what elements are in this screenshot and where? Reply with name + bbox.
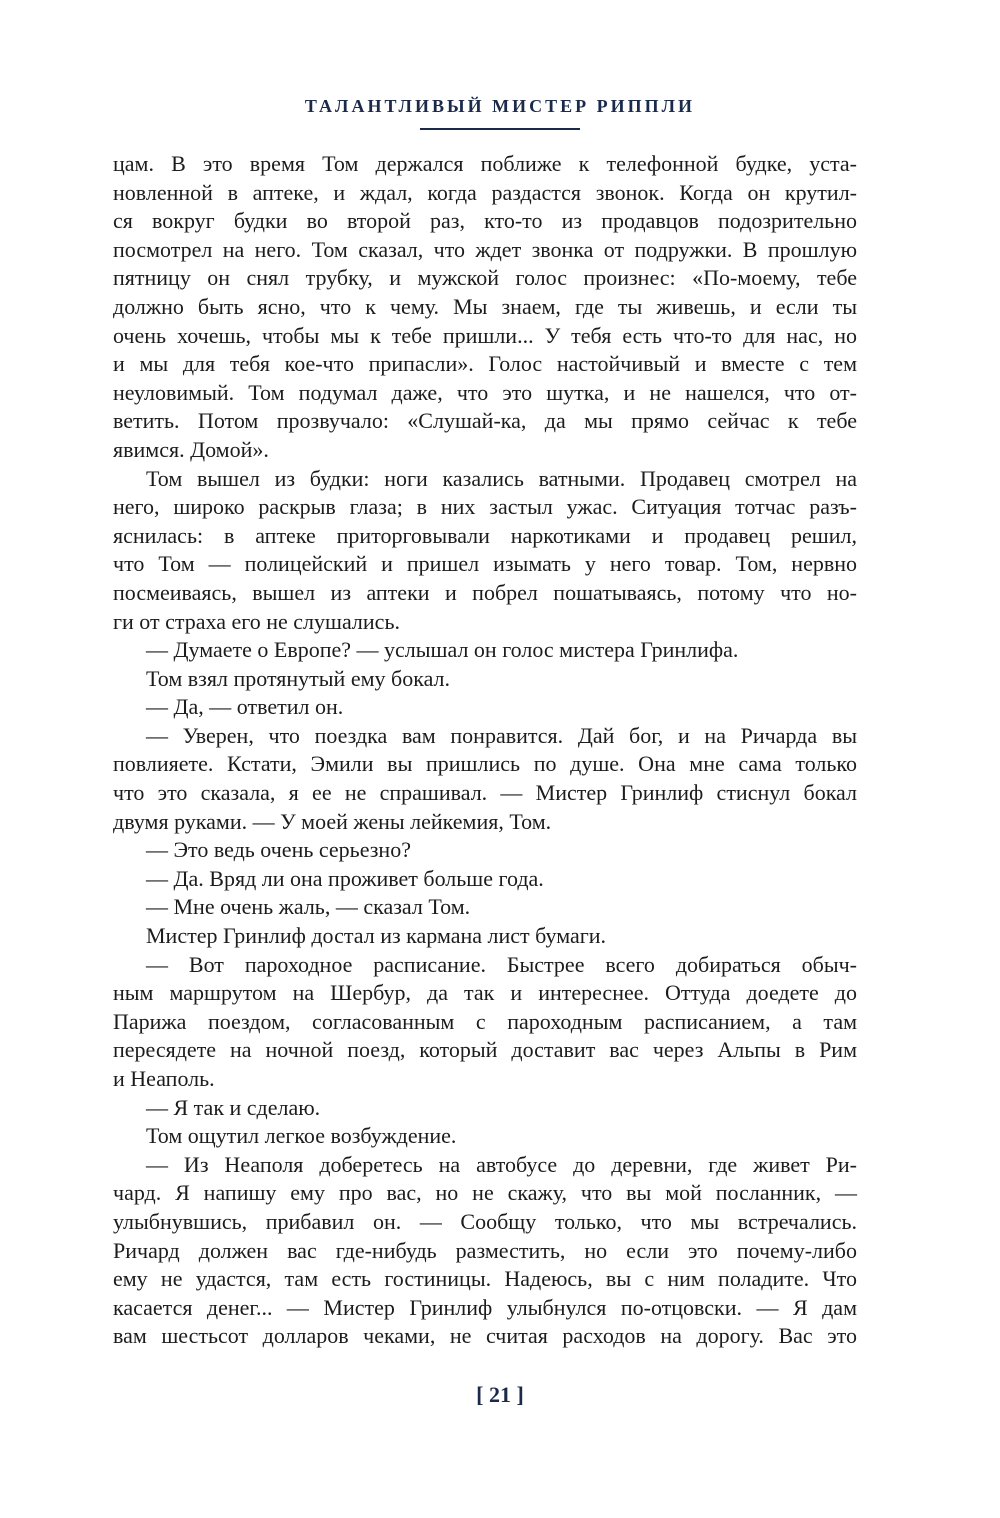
text-line: Том ощутил легкое возбуждение. (146, 1123, 457, 1149)
text-line: должно быть ясно, что к чему. Мы знаем, где ты живешь, и если ты (113, 293, 857, 319)
text-line: ся вокруг будки во второй раз, кто-то из продавцов подозрительно (113, 208, 857, 234)
text-line: яснилась: в аптеке приторговывали наркотиками и продавец решил, (113, 522, 857, 548)
text-line: посмеиваясь, вышел из аптеки и побрел пошатываясь, потому что но- (113, 579, 857, 605)
text-line: улыбнувшись, прибавил он. — Сообщу только, что мы встречались. (113, 1208, 857, 1234)
text-line: посмотрел на него. Том сказал, что ждет звонка от подружки. В прошлую (113, 236, 857, 262)
text-line: что Том — полицейский и пришел изымать у него товар. Том, нервно (113, 551, 857, 577)
text-line: явимся. Домой». (113, 436, 269, 462)
text-line: пересядете на ночной поезд, который доставит вас через Альпы в Рим (113, 1037, 857, 1063)
text-line: ги от страха его не слушались. (113, 608, 400, 634)
text-line: двумя руками. — У моей жены лейкемия, Том. (113, 808, 552, 834)
text-line: ему не удастся, там есть гостиницы. Надеюсь, вы с ним поладите. Что (113, 1266, 857, 1292)
text-line: что это сказала, я ее не спрашивал. — Мистер Гринлиф стиснул бокал (113, 780, 857, 806)
text-line: цам. В это время Том держался поближе к телефонной будке, уста- (113, 151, 857, 176)
text-line: ветить. Потом прозвучало: «Слушай-ка, да мы прямо сейчас к тебе (113, 408, 857, 434)
text-line: — Это ведь очень серьезно? (146, 837, 411, 863)
text-line: — Я так и сделаю. (146, 1094, 321, 1120)
text-line: неуловимый. Том подумал даже, что это шутка, и не нашелся, что от- (113, 379, 857, 405)
text-line: новленной в аптеке, и ждал, когда раздастся звонок. Когда он крутил- (113, 179, 857, 205)
running-header (0, 96, 1000, 121)
text-line: Ричард должен вас где-нибудь разместить, но если это почему-либо (113, 1237, 857, 1263)
text-line: — Мне очень жаль, — сказал Том. (146, 894, 471, 920)
header-rule (420, 128, 580, 130)
text-line: касается денег... — Мистер Гринлиф улыбнулся по-отцовски. — Я дам (113, 1294, 857, 1320)
text-line: него, широко раскрыв глаза; в них застыл ужас. Ситуация тотчас разъ- (113, 494, 857, 520)
text-line: Парижа поездом, согласованным с пароходным расписанием, а там (113, 1008, 857, 1034)
body-text (113, 150, 857, 1351)
book-title: ТАЛАНТЛИВЫЙ МИСТЕР РИППЛИ (304, 96, 696, 116)
page-number: [ 21 ] (476, 1382, 524, 1407)
text-line: Том взял протянутый ему бокал. (146, 665, 451, 691)
text-line: и Неаполь. (113, 1066, 215, 1091)
text-line: чард. Я напишу ему про вас, но не скажу, что вы мой посланник, — (113, 1180, 857, 1206)
text-line: Мистер Гринлиф достал из кармана лист бумаги. (146, 923, 607, 949)
text-line: — Думаете о Европе? — услышал он голос мистера Гринлифа. (146, 637, 739, 663)
text-line: повлияете. Кстати, Эмили вы пришлись по душе. Она мне сама только (113, 751, 857, 777)
text-line: — Вот пароходное расписание. Быстрее всего добираться обыч- (146, 951, 857, 977)
text-line: ным маршрутом на Шербур, да так и интереснее. Оттуда доедете до (113, 980, 857, 1006)
text-line: — Из Неаполя доберетесь на автобусе до деревни, где живет Ри- (146, 1151, 857, 1177)
text-line: очень хочешь, чтобы мы к тебе пришли... У тебя есть что-то для нас, но (113, 322, 857, 348)
text-line: пятницу он снял трубку, и мужской голос произнес: «По-моему, тебе (113, 265, 857, 291)
text-line: вам шестьсот долларов чеками, не считая расходов на дорогу. Вас это (113, 1323, 857, 1349)
text-line: Том вышел из будки: ноги казались ватными. Продавец смотрел на (146, 465, 857, 491)
text-line: — Уверен, что поездка вам понравится. Дай бог, и на Ричарда вы (146, 722, 857, 748)
text-line: и мы для тебя кое-что припасли». Голос настойчивый и вместе с тем (113, 351, 857, 377)
text-line: — Да. Вряд ли она проживет больше года. (146, 865, 544, 891)
text-line: — Да, — ответил он. (146, 694, 344, 720)
